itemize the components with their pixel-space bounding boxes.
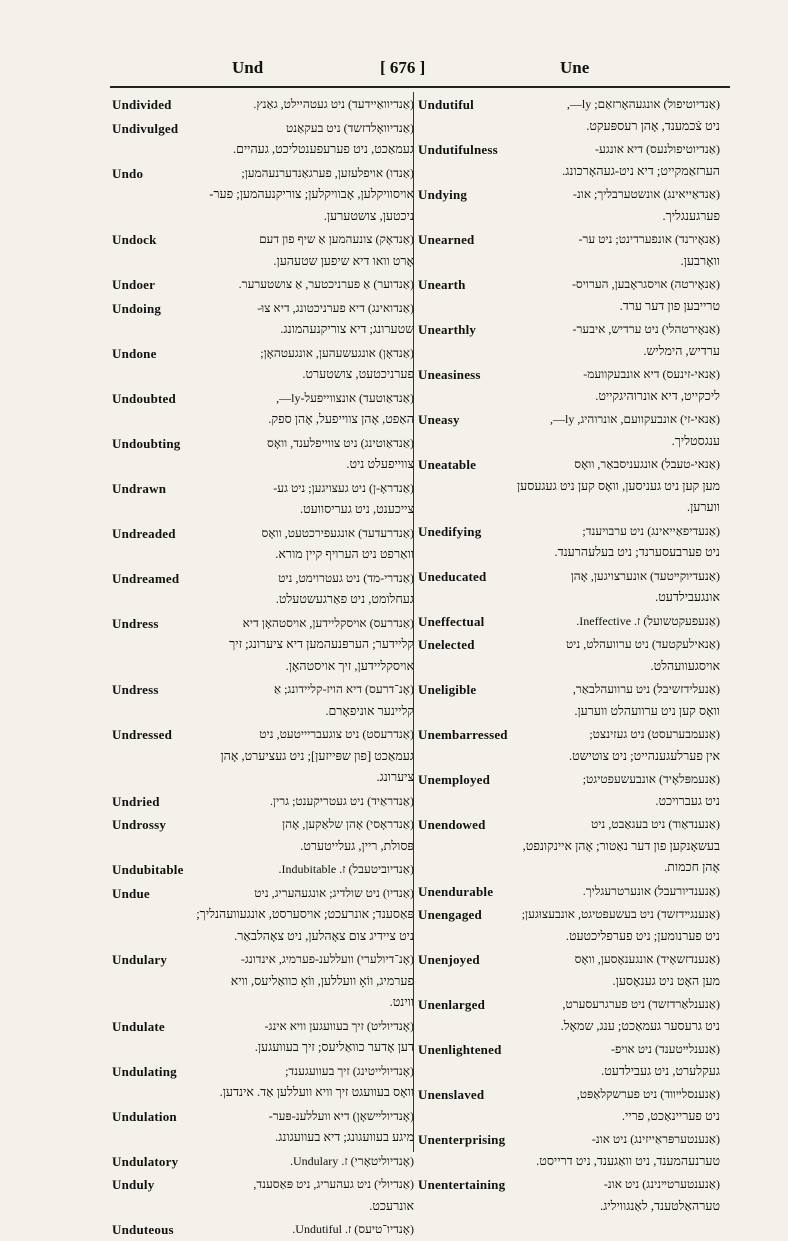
pronunciation: (אַנדאַייאינג) אונשטערבליך; אונ-: [572, 187, 720, 201]
entry-head-line: [418, 881, 720, 903]
running-head-right: Une: [560, 58, 590, 77]
pronunciation: (אַנענסלײװד) ניט פערשקלאַפּט,: [576, 1087, 720, 1101]
definition-line: וואָס קען ניט ערוועהלט ווערען.: [574, 703, 720, 718]
headword: Uneatable: [418, 457, 477, 472]
definition-line: שטערונג; דיא צוריקנעהמונג.: [280, 322, 414, 336]
entry-head-line: [112, 1151, 414, 1173]
pronunciation: (אָנדיולייטינג) זיך בעוועגענד;: [285, 1063, 414, 1078]
pronunciation: (אַנענדאַוד) ניט בעגאַבט, ניט: [591, 817, 720, 831]
entry-head-line: [418, 274, 720, 296]
pronunciation: (אַנדוער) אַ פערניכטער, אַ צושטערער.: [238, 277, 414, 291]
pronunciation: (אַנעפעקטשועל) ז. Ineffective.: [576, 613, 720, 628]
entry-head-line: [112, 859, 414, 881]
entry-head-line: [418, 521, 720, 543]
pronunciation: (אָנדיו־טיעס) ז. Undutiful.: [292, 1222, 414, 1236]
entry-head-line: [112, 118, 414, 140]
entry-head-line: [418, 229, 720, 251]
dictionary-entry: [112, 1061, 414, 1104]
entry-head-line: [112, 298, 414, 320]
definition-line: ערדיש, הימליש.: [643, 343, 720, 358]
headword: Unenjoyed: [418, 952, 480, 967]
entry-head-line: [112, 814, 414, 836]
entry-head-line: [112, 724, 414, 746]
dictionary-entry: [112, 1016, 414, 1059]
definition-line: ניט פערנומען; ניט פערפליכטעט.: [565, 928, 720, 943]
dictionary-entry: [418, 319, 720, 362]
dictionary-entry: [418, 184, 720, 227]
pronunciation: (אַנענלאַרדזשד) ניט פערגרעסערט,: [562, 997, 720, 1011]
headword: Undreaded: [112, 525, 176, 541]
pronunciation: (אַנאי-זי) אונבעקוועם, אונרוהיג, ly—,: [549, 412, 720, 426]
pronunciation: (אָנדיוליטאָרי) ז. Undulary.: [289, 1153, 414, 1168]
definition-line: ווינט.: [389, 995, 414, 1009]
headword: Unearned: [418, 232, 475, 247]
headword: Unengaged: [418, 907, 482, 922]
headword: Undutiful: [418, 97, 474, 112]
dictionary-entry: [112, 791, 414, 813]
entry-head-line: [112, 1016, 414, 1038]
dictionary-entry: [112, 478, 414, 521]
entry-head-line: [112, 1219, 414, 1241]
definition-line: הערזאַמקייט; דיא ניט-געהאָרכונג.: [562, 163, 720, 178]
definition-line: ליכקייט, דיא אונרוהיגקייט.: [595, 388, 720, 403]
dictionary-entry: [418, 409, 720, 452]
entry-head-line: [418, 139, 720, 161]
dictionary-entry: [112, 388, 414, 431]
entry-head-line: [418, 566, 720, 588]
headword: Unduly: [112, 1177, 155, 1192]
definition-line: פּאַסענד; אונרעכט; אויסערסט, אונגעוועהנליך;: [196, 907, 414, 921]
pronunciation: (אַנדיולי) ניט געהעריג, ניט פּאַסענד,: [253, 1177, 414, 1191]
pronunciation: (אַנענטערפּראַייזינג) ניט אונ-: [591, 1132, 720, 1146]
entry-head-line: [418, 904, 720, 926]
pronunciation: (אַנדאָק) צונעהמען אַ שיף פון דעם: [259, 232, 414, 246]
dictionary-entry: [418, 679, 720, 722]
running-head-left: Und: [232, 58, 264, 77]
left-column: [112, 94, 414, 1237]
entry-head-line: [418, 1084, 720, 1106]
pronunciation: (אַנעמפּלאָיד) אונבעשעפטיגט;: [582, 772, 720, 786]
dictionary-entry: [112, 523, 414, 566]
headword: Undrawn: [112, 480, 167, 496]
dictionary-entry: [418, 454, 720, 519]
definition-line: אָרט וואו דיא שיפען שטעהען.: [273, 253, 414, 268]
dictionary-entry: [418, 229, 720, 272]
pronunciation: (אַנדיוטיפולנעס) דיא אונגע-: [594, 142, 720, 156]
pronunciation: (אַנדיוביטעבל) ז. Indubitable.: [278, 862, 414, 876]
headword: Undressed: [112, 727, 173, 742]
pronunciation: (אַנדו) אויפלעזען, פערגאַנדערנעהמען;: [241, 165, 414, 180]
entry-head-line: [418, 184, 720, 206]
definition-line: ניכטען, צושטערען.: [323, 208, 414, 223]
pronunciation: (אַנאילעקטעד) ניט ערוועהלט, ניט: [565, 637, 720, 651]
definition-line: געחלומט, ניט פאַרגעשטעלט.: [275, 592, 414, 606]
entry-head-line: [418, 454, 720, 476]
definition-line: מען האָט ניט גענאָסען.: [612, 973, 720, 988]
headword: Unendowed: [418, 817, 486, 832]
headword: Unentertaining: [418, 1177, 506, 1192]
headword: Undress: [112, 615, 159, 631]
dictionary-entry: [418, 881, 720, 903]
definition-line: קליינער אוניפאָרם.: [325, 703, 414, 718]
dictionary-entry: [418, 139, 720, 182]
definition-line: ווערען.: [687, 500, 720, 514]
headword: Undubitable: [112, 862, 184, 877]
entry-head-line: [418, 1174, 720, 1196]
entry-head-line: [112, 568, 414, 590]
pronunciation: (אַנענגײדזשד) ניט בעשעפטיגט, אונבעצוּגען;: [521, 907, 720, 921]
page-header: [110, 58, 676, 84]
definition-line: אויסגעוועהלט.: [650, 658, 720, 673]
headword: Undoing: [112, 300, 162, 316]
dictionary-entry: [112, 1219, 414, 1241]
headword: Uneasiness: [418, 367, 481, 382]
headword: Undoubted: [112, 390, 176, 406]
dictionary-entry: [112, 859, 414, 881]
entry-head-line: [112, 791, 414, 813]
dictionary-entry: [418, 1129, 720, 1172]
headword: Undreamed: [112, 570, 180, 586]
headword: Uneducated: [418, 568, 487, 584]
dictionary-entry: [112, 343, 414, 386]
headword: Undoer: [112, 277, 156, 292]
entry-head-line: [112, 388, 414, 410]
headword: Unearth: [418, 277, 466, 292]
dictionary-entry: [418, 949, 720, 992]
headword: Uneasy: [418, 412, 460, 427]
pronunciation: (אַנעלידזשיבל) ניט ערוועהלבאַר,: [572, 682, 720, 696]
definition-line: בעשאָנקען פון דער נאַטור; אָהן איינקונפט,: [522, 838, 720, 853]
pronunciation: (אַנדאַוטינג) ניט צווייפלענד, וואָס: [267, 435, 414, 450]
pronunciation: (אַנעדיפאַייאינג) ניט ערבויענד;: [582, 523, 720, 538]
entry-head-line: [418, 769, 720, 791]
definition-line: געמאַכט, ניט פערעפענטליכט, געהיים.: [232, 142, 414, 156]
pronunciation: (אַנדרעסט) ניט צוגעבריייטעט, ניט: [259, 727, 414, 741]
dictionary-entry: [112, 433, 414, 476]
dictionary-entry: [418, 1084, 720, 1127]
dictionary-entry: [418, 814, 720, 879]
dictionary-entry: [112, 94, 414, 116]
entry-head-line: [418, 94, 720, 116]
pronunciation: (אַנאי-טעבל) אונגעניסבאַר, וואָס: [574, 457, 720, 471]
headword: Unduteous: [112, 1222, 174, 1237]
headword: Undulate: [112, 1018, 165, 1034]
headword: Undress: [112, 682, 159, 697]
pronunciation: (אַנדרי-מד) ניט געטרוימט, ניט: [278, 570, 414, 585]
dictionary-entry: [112, 814, 414, 857]
definition-line: פערגענגליך.: [662, 208, 720, 223]
entry-head-line: [418, 814, 720, 836]
definition-line: פערניכטעט, צושטערט.: [302, 367, 414, 381]
dictionary-entry: [418, 634, 720, 677]
headword: Undue: [112, 885, 150, 901]
headword: Unedifying: [418, 523, 482, 539]
pronunciation: (אַנאָירטה) אויסגראָבען, הערויס-: [571, 277, 720, 291]
dictionary-entry: [418, 1174, 720, 1217]
definition-line: וואַרפט ניט הערויף קיין מורא.: [275, 547, 414, 561]
dictionary-entry: [112, 613, 414, 678]
headword: Undulatory: [112, 1153, 179, 1169]
headword: Unelected: [418, 637, 475, 652]
right-column: [418, 94, 720, 1213]
dictionary-entry: [418, 364, 720, 407]
pronunciation: (אַנדואינג) דיא פערניכטונג, דיא צוּ-: [257, 300, 414, 315]
definition-line: ניט ציידיג צום צאָהלען, ניט צאָהלבאַר.: [234, 928, 414, 943]
pronunciation: (אַנדאָן) אונגעשעהען, אונגעטהאָן;: [260, 345, 414, 360]
page-number: [ 676 ]: [380, 58, 426, 77]
entry-head-line: [112, 679, 414, 701]
headword: Undo: [112, 165, 144, 181]
headword: Unembarressed: [418, 727, 508, 742]
definition-line: געמאַכט [פון שפּייזען]; ניט געציערט, אָהן: [220, 748, 414, 763]
pronunciation: (אַנדאַוטעד) אונצווייפעל-ly—,: [276, 390, 414, 405]
dictionary-entry: [112, 298, 414, 341]
definition-line: קליידער; הערפּנעהמען דיא ציערונג; זיך: [229, 637, 414, 651]
headword: Undying: [418, 187, 468, 202]
definition-line: ניט צֿכמענד, אָהן רעספּעקט.: [586, 118, 720, 133]
headword: Undutifulness: [418, 142, 498, 157]
dictionary-entry: [112, 883, 414, 948]
dictionary-entry: [418, 769, 720, 812]
definition-line: דען אָדער כוואַליעס; זיך בעוועגען.: [254, 1040, 414, 1054]
entry-head-line: [112, 523, 414, 545]
definition-line: אונגעבילדעט.: [655, 590, 720, 604]
headword: Uneffectual: [418, 613, 485, 629]
entry-head-line: [418, 949, 720, 971]
pronunciation: (אַנדיו) ניט שולדיג; אונגעהעריג, ניט: [254, 885, 414, 900]
definition-line: ניט געברויכט.: [655, 793, 720, 808]
dictionary-entry: [112, 118, 414, 161]
pronunciation: (אַנאי-זינעס) דיא אונבעקוועמ-: [583, 367, 720, 381]
definition-line: טרייבען פון דער ערד.: [619, 298, 720, 313]
definition-line: ציערונג.: [376, 770, 414, 784]
headword: Undulary: [112, 952, 168, 967]
definition-line: ניט גרעסער געמאַכט; ענג, שמאָל.: [560, 1018, 720, 1033]
entry-head-line: [112, 433, 414, 455]
dictionary-entry: [112, 679, 414, 722]
pronunciation: (אַנדרעס) אויסקליידען, אויסטהאָן דיא: [242, 615, 414, 630]
dictionary-entry: [418, 274, 720, 317]
pronunciation: (אַנעדיוקײטעד) אונערצויגען, אָהן: [570, 568, 720, 583]
definition-line: ניט פערבעסערנד; ניט בעלעהרענד.: [554, 545, 720, 559]
pronunciation: (אַנענלײטענד) ניט אויפ-: [611, 1042, 720, 1056]
headword: Unemployed: [418, 772, 491, 787]
entry-head-line: [112, 274, 414, 296]
definition-line: אויסוויקלען, אָבוויקלען; צוריקנעהמען; פער-: [209, 187, 414, 201]
definition-line: אויסקליידען, זיך אויסטהאָן.: [285, 658, 414, 673]
headword: Unenlarged: [418, 997, 485, 1012]
dictionary-entry: [418, 994, 720, 1037]
entry-head-line: [418, 724, 720, 746]
headword: Undivided: [112, 97, 172, 112]
definition-line: וואָרבען.: [680, 253, 720, 268]
definition-line: האַפט, אָהן צווייפעל, אָהן ספק.: [268, 412, 414, 426]
entry-head-line: [112, 229, 414, 251]
definition-line: אונרעכט.: [369, 1198, 414, 1213]
entry-head-line: [112, 94, 414, 116]
pronunciation: (אָנדיולײשאָן) דיא וועללענ-פּער-: [268, 1108, 414, 1123]
dictionary-entry: [418, 521, 720, 564]
definition-line: וואָס בעוועגט זיך וויא וועללען אַד. אינדען.: [219, 1085, 414, 1099]
headword: Unearthly: [418, 322, 477, 337]
pronunciation: (אַנענדיורעבל) אונערטרעגליך.: [582, 883, 720, 898]
pronunciation: (אַנענדזשאָיד) אונגענאָסען, וואָס: [574, 952, 720, 966]
headword: Unendurable: [418, 883, 494, 899]
entry-head-line: [112, 1174, 414, 1196]
dictionary-entry: [112, 724, 414, 789]
entry-head-line: [112, 1061, 414, 1083]
entry-head-line: [112, 478, 414, 500]
header-rule: [110, 86, 730, 88]
dictionary-entry: [418, 904, 720, 947]
entry-head-line: [418, 409, 720, 431]
headword: Undrossy: [112, 817, 167, 832]
headword: Unenslaved: [418, 1087, 485, 1102]
entry-head-line: [112, 949, 414, 971]
definition-line: געקלערט, ניט געבילדעט.: [601, 1063, 720, 1078]
pronunciation: (אַנדראָסי) אָהן שלאַקען, אָהן: [282, 817, 414, 831]
definition-line: טערנעהמענד, ניט וואַגענד, ניט דרייסט.: [536, 1153, 720, 1168]
definition-line: פערמיג, ווֹאָ וועללען, ווֹאָ כוואַליעס, וויא: [230, 973, 414, 988]
entry-head-line: [112, 883, 414, 905]
definition-line: מען קען ניט געניסען, וואָס קען ניט געגעסען: [516, 478, 720, 493]
definition-line: ניט פעריינאַכט, פריי.: [621, 1108, 720, 1123]
pronunciation: (אָנ־דרעס) דיא הויז-קליידונג; אַ: [273, 682, 414, 696]
entry-head-line: [112, 613, 414, 635]
definition-line: צווייפעלט ניט.: [346, 457, 414, 471]
entry-head-line: [418, 1039, 720, 1061]
pronunciation: (אָנ־דיולערי) וועללענ-פערמיג, אינדונג-: [240, 952, 414, 966]
headword: Undulating: [112, 1063, 177, 1079]
pronunciation: (אַנענטערטײנינג) ניט אונ-: [603, 1177, 720, 1191]
entry-head-line: [112, 343, 414, 365]
definition-line: פּסולת, ריין, געלייטערט.: [300, 838, 414, 853]
entry-head-line: [112, 1106, 414, 1128]
entry-head-line: [418, 364, 720, 386]
entry-head-line: [418, 319, 720, 341]
pronunciation: (אָנדיוליט) זיך בעוועגען וויא אינג-: [264, 1018, 414, 1033]
entry-head-line: [418, 1129, 720, 1151]
headword: Unenlightened: [418, 1042, 502, 1057]
dictionary-entry: [112, 1151, 414, 1173]
pronunciation: (אַנדיוואָלדזשד) ניט בעקאַנט: [286, 120, 414, 135]
pronunciation: (אַנאָירנד) אונפערדינט; ניט ער-: [578, 232, 720, 246]
definition-line: אין פערלעגענהייט; ניט צוטישט.: [568, 748, 720, 763]
dictionary-entry: [112, 274, 414, 296]
headword: Undried: [112, 793, 160, 809]
definition-line: טערהאַלטענד, לאַנגוויליג.: [600, 1198, 720, 1213]
pronunciation: (אַנדרעדעד) אונגעפירכטעט, וואָס: [261, 525, 414, 540]
headword: Undulation: [112, 1108, 177, 1124]
dictionary-entry: [112, 1174, 414, 1217]
dictionary-entry: [112, 568, 414, 611]
definition-line: אָהן חכמות.: [664, 860, 720, 874]
pronunciation: (אַנעמבערעסט) ניט געזינצט;: [589, 727, 720, 741]
definition-line: צייכענט, ניט געריסוועט.: [299, 502, 414, 516]
headword: Undone: [112, 345, 157, 361]
pronunciation: (אַנדיוואַיידעד) ניט געטהיילט, גאַנץ.: [253, 97, 414, 111]
definition-line: ענגסטליך.: [671, 433, 720, 448]
pronunciation: (אַנדראַיד) ניט געטריקענט; גרין.: [270, 793, 414, 808]
pronunciation: (אַנאָירטהלי) ניט ערדיש, איבער-: [572, 322, 720, 336]
headword: Uneligible: [418, 682, 477, 697]
headword: Undoubting: [112, 435, 181, 451]
pronunciation: (אַנדיוטיפול) אונגעהאָרזאַם; ly—,: [566, 97, 720, 111]
dictionary-entry: [112, 163, 414, 228]
pronunciation: (אַנדראָ-ן) ניט געצויגען; ניט גע-: [273, 480, 414, 495]
dictionary-entry: [418, 611, 720, 633]
dictionary-entry: [418, 94, 720, 137]
headword: Undivulged: [112, 120, 179, 136]
dictionary-entry: [418, 566, 720, 609]
entry-head-line: [418, 994, 720, 1016]
dictionary-entry: [112, 949, 414, 1014]
dictionary-entry: [112, 1106, 414, 1149]
entry-head-line: [418, 634, 720, 656]
entry-head-line: [418, 611, 720, 633]
definition-line: מיגע בעוועגונג; דיא בעוועגונג.: [275, 1130, 414, 1144]
headword: Unenterprising: [418, 1132, 506, 1147]
dictionary-entry: [418, 1039, 720, 1082]
dictionary-entry: [112, 229, 414, 272]
entry-head-line: [112, 163, 414, 185]
dictionary-entry: [418, 724, 720, 767]
headword: Undock: [112, 232, 157, 247]
entry-head-line: [418, 679, 720, 701]
